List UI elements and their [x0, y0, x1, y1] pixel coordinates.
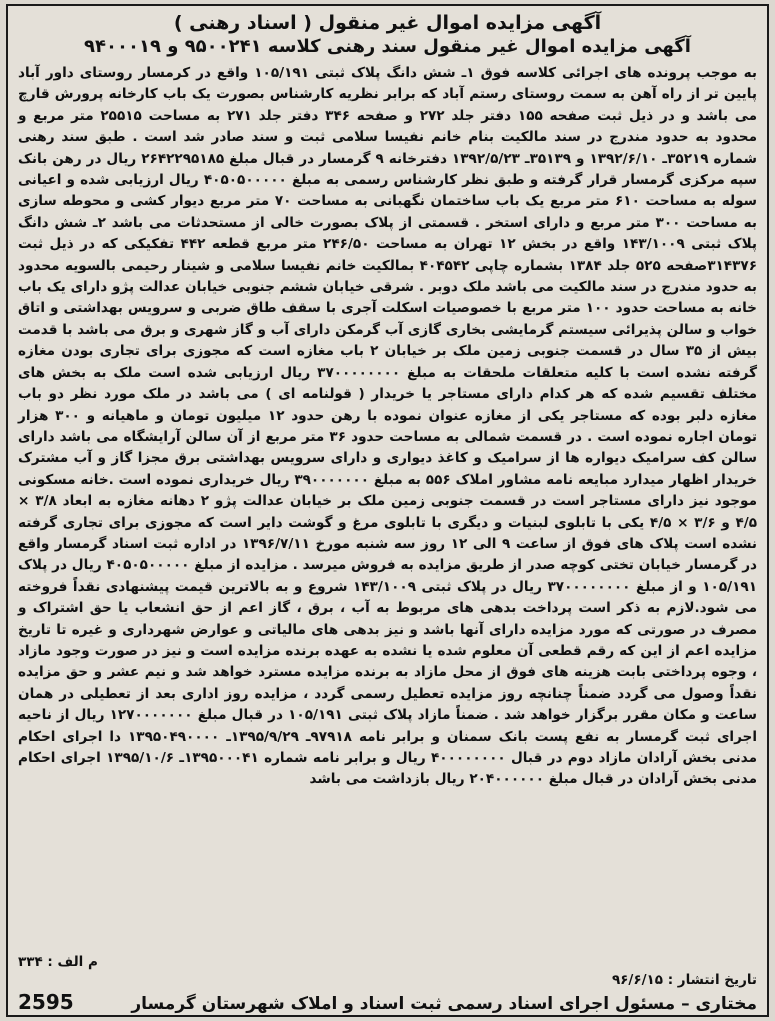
- notice-frame: [6, 4, 769, 1017]
- notice-body: به موجب پرونده های اجرائی کلاسه فوق ۱ـ شش دانگ پلاک ثبتی ۱۰۵/۱۹۱ واقع در کرمسار روستای داور آباد پایین تر از راه آهن به سمت روستای رستم آباد که برابر نظریه کارشناس بصورت یک باب کارخانه پرورش قارچ می باشد و در ذیل ثبت صفحه ۱۵۵ دفتر جلد ۲۷۲ و صفحه ۳۴۶ دفتر جلد ۲۷۱ به مساحت ۲۵۵۱۵ متر مربع و محدود به حدود مندرج در سند مالکیت بنام خانم نفیسا سلامی ثبت و سند صادر شد است . طبق سند رهنی شماره ۳۵۲۱۹ـ ۱۳۹۲/۶/۱۰ و ۳۵۱۳۹ـ ۱۳۹۲/۵/۲۳ دفترخانه ۹ گرمسار در قبال مبلغ ۲۶۴۲۲۹۵۱۸۵ ریال در رهن بانک سپه مرکزی گرمسار قرار گرفته و طبق نظر کارشناس رسمی به مبلغ ۴۰۵۰۵۰۰۰۰۰ ریال ارزیابی شده و اعیانی سوله به مساحت ۶۱۰ متر مربع یک باب ساختمان نگهبانی به مساحت ۷۰ متر مربع دیوار کشی و محوطه سازی به مساحت ۳۰۰ متر مربع و دارای استخر . قسمتی از پلاک بصورت خالی از مستحدثات می باشد ۲ـ شش دانگ پلاک ثبتی ۱۴۳/۱۰۰۹ واقع در بخش ۱۲ تهران به مساحت ۲۴۶/۵۰ متر مربع قطعه ۴۴۲ تفکیکی که در ذیل ثبت ۳۱۴۳۷۶صفحه ۵۲۵ جلد ۱۳۸۴ بشماره چاپی ۴۰۴۵۴۲ بمالکیت خانم نفیسا سلامی و شینار رحیمی بالسویه محدود به حدود مندرج در سند مالکیت می باشد ملک دوبر . شرقی خیابان ششم جنوبی خیابان عدالت پژو دارای یک باب خانه به مساحت حدود ۱۰۰ متر مربع با خصوصیات اسکلت آجری با سقف طاق ضربی و سرویس بهداشتی و اتاق خواب و سالن پذیرائی سیستم گرمایشی بخاری گازی آب گرمکن دارای آب و گاز شهری و برق می باشد با قدمت بیش از ۳۵ سال در قسمت جنوبی زمین ملک بر خیابان ۲ باب مغازه است که مجوزی برای تجاری بودن مغازه گرفته نشده است با کلیه متعلقات ملحقات به مبلغ ۳۷۰۰۰۰۰۰۰۰ ریال ارزیابی شده است ملک به بخش های مختلف تقسیم شده که هر کدام دارای مستاجر یا خریدار ( قولنامه ای ) می باشد در ملک مورد نظر دو باب مغازه دلبر بوده که مستاجر یکی از مغازه عنوان نموده با رهن حدود ۱۲ میلیون تومان و ماهیانه و ۳۰۰ هزار تومان اجاره نموده است . در قسمت شمالی به مساحت حدود ۳۶ متر مربع از آن سالن آرایشگاه می باشد دارای سالن کف سرامیک دیواره ها از سرامیک و کاغذ دیواری و دارای سرویس بهداشتی برق مجزا گاز و آب مشترک خریدار اظهار میدارد مبایعه نامه مشاور املاک ۵۵۶ به مبلغ ۳۹۰۰۰۰۰۰۰ ریال خریداری نموده است .خانه مسکونی موجود نیز دارای مستاجر است در قسمت جنوبی زمین ملک بر خیابان عدالت پژو ۲ دهانه مغازه به ابعاد ۳/۸ × ۴/۵ و ۳/۶ × ۴/۵ یکی با تابلوی لبنیات و دیگری با تابلوی مرغ و گوشت دایر است که مجوزی برای تجاری گرفته نشده است پلاک های فوق از ساعت ۹ الی ۱۲ روز سه شنبه مورخ ۱۳۹۶/۷/۱۱ در اداره ثبت اسناد گرمسار واقع در گرمسار خیابان تختی کوچه صدر از طریق مزایده به فروش میرسد . مزایده از مبلغ ۴۰۵۰۵۰۰۰۰۰ ریال در پلاک ۱۰۵/۱۹۱ و از مبلغ ۳۷۰۰۰۰۰۰۰۰ ریال در پلاک ثبتی ۱۴۳/۱۰۰۹ شروع و به بالاترین قیمت پیشنهادی نقداً فروخته می شود.لازم به ذکر است پرداخت بدهی های مربوط به آب ، برق ، گاز اعم از حق انشعاب یا حق اشتراک و مصرف در صورتی که مورد مزایده دارای آنها باشد و نیز بدهی های مالیاتی و عوارض شهرداری و غیره تا تاریخ مزایده اعم از این که رقم قطعی آن معلوم شده یا نشده به عهده برنده مزایده است و نیز در صورت وجود مازاد ، وجوه پرداختی بابت هزینه های فوق از محل مازاد به برنده مزایده مسترد خواهد شد و نیم عشر و حق مزایده نقداً وصول می گردد ضمناً چنانچه روز مزایده تعطیل رسمی گردد ، مزایده روز اداری بعد از تعطیلی در همان ساعت و مکان مقرر برگزار خواهد شد . ضمناً مازاد پلاک ثبتی ۱۰۵/۱۹۱ در قبال مبلغ ۱۲۷۰۰۰۰۰۰۰ ریال از ناحیه اجرای ثبت گرمسار به نفع پست بانک سمنان و برابر نامه ۹۷۹۱۸ـ ۱۳۹۵/۹/۲۹ـ ۱۳۹۵۰۴۹۰۰۰۰ دا اجرای احکام مدنی بخش آرادان مازاد دوم در قبال ۴۰۰۰۰۰۰۰۰ ریال و برابر نامه شماره ۱۳۹۵۰۰۰۴۱ـ ۱۳۹۵/۱۰/۶ اجرای احکام مدنی بخش آرادان در قبال مبلغ ۲۰۴۰۰۰۰۰۰ ریال بازداشت می باشد: [18, 65, 758, 788]
- publish-date: تاریخ انتشار : ۹۶/۶/۱۵: [611, 972, 757, 988]
- notice-code: 2595: [18, 990, 74, 1014]
- notice-title: آگهی مزایده اموال غیر منقول ( اسناد رهنی ): [173, 12, 602, 34]
- notice-subtitle: آگهی مزایده اموال غیر منقول سند رهنی کلاسه ۹۵۰۰۲۴۱ و ۹۴۰۰۰۱۹: [84, 36, 691, 57]
- reference-number: م الف : ۳۳۴: [18, 954, 98, 970]
- signature-line: مختاری – مسئول اجرای اسناد رسمی ثبت اسناد و املاک شهرستان گرمسار: [131, 994, 757, 1014]
- notice-signature-row: [18, 990, 757, 1014]
- notice-meta: [18, 954, 757, 970]
